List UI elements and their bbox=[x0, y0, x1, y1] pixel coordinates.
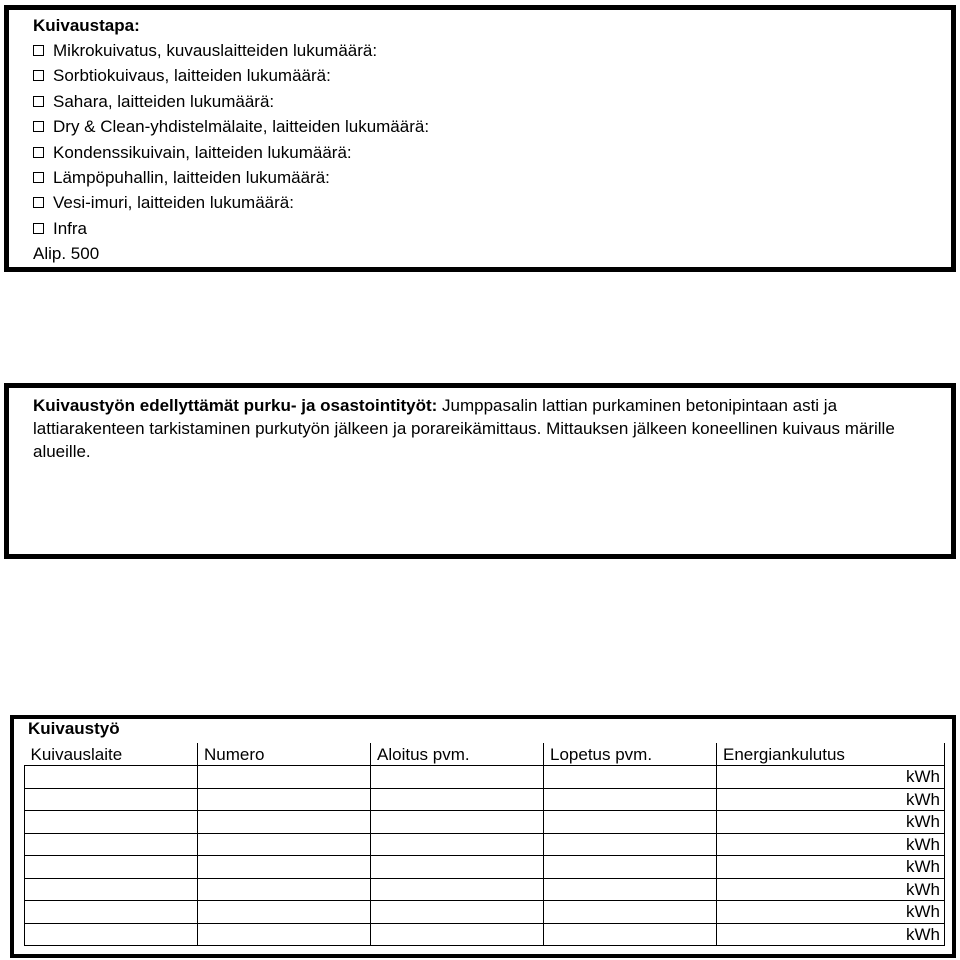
option-label: Sorbtiokuivaus, laitteiden lukumäärä: bbox=[53, 66, 331, 86]
option-row bbox=[33, 38, 927, 63]
cell[interactable] bbox=[25, 923, 198, 946]
column-header: Aloitus pvm. bbox=[371, 743, 544, 766]
energy-cell[interactable]: kWh bbox=[717, 856, 945, 879]
option-label: Lämpöpuhallin, laitteiden lukumäärä: bbox=[53, 168, 330, 188]
cell[interactable] bbox=[371, 766, 544, 789]
cell[interactable] bbox=[544, 811, 717, 834]
checkbox[interactable] bbox=[33, 223, 44, 234]
cell[interactable] bbox=[371, 923, 544, 946]
cell[interactable] bbox=[371, 901, 544, 924]
energy-cell[interactable]: kWh bbox=[717, 901, 945, 924]
option-label: Mikrokuivatus, kuvauslaitteiden lukumäärä: bbox=[53, 41, 378, 60]
cell[interactable] bbox=[544, 923, 717, 946]
demolition-label: Kuivaustyön edellyttämät purku- ja osastointityöt: bbox=[33, 396, 438, 415]
energy-cell[interactable]: kWh bbox=[717, 878, 945, 901]
checkbox[interactable] bbox=[33, 121, 44, 132]
cell[interactable] bbox=[198, 901, 371, 924]
option-row bbox=[33, 190, 927, 215]
checkbox[interactable] bbox=[33, 70, 44, 81]
drying-method-section bbox=[4, 5, 956, 272]
cell[interactable] bbox=[198, 833, 371, 856]
checkbox[interactable] bbox=[33, 197, 44, 208]
cell[interactable] bbox=[544, 856, 717, 879]
energy-cell[interactable]: kWh bbox=[717, 811, 945, 834]
energy-cell[interactable]: kWh bbox=[717, 923, 945, 946]
cell[interactable] bbox=[198, 878, 371, 901]
cell[interactable] bbox=[198, 856, 371, 879]
option-label: Sahara, laitteiden lukumäärä: bbox=[53, 91, 275, 111]
cell[interactable] bbox=[25, 811, 198, 834]
table-row bbox=[25, 833, 945, 856]
cell[interactable] bbox=[544, 878, 717, 901]
cell[interactable] bbox=[371, 878, 544, 901]
column-header: Numero bbox=[198, 743, 371, 766]
option-row bbox=[33, 114, 927, 139]
energy-cell[interactable]: kWh bbox=[717, 833, 945, 856]
option-row bbox=[33, 216, 927, 241]
option-label: Vesi-imuri, laitteiden lukumäärä: bbox=[53, 193, 294, 213]
table-row bbox=[25, 878, 945, 901]
checkbox[interactable] bbox=[33, 45, 44, 56]
table-row bbox=[25, 788, 945, 811]
energy-cell[interactable]: kWh bbox=[717, 788, 945, 811]
cell[interactable] bbox=[25, 766, 198, 789]
cell[interactable] bbox=[371, 811, 544, 834]
table-row bbox=[25, 811, 945, 834]
cell[interactable] bbox=[25, 856, 198, 879]
cell[interactable] bbox=[198, 766, 371, 789]
option-label: Dry & Clean-yhdistelmälaite, laitteiden lukumäärä: bbox=[53, 117, 430, 137]
cell[interactable] bbox=[371, 856, 544, 879]
column-header: Lopetus pvm. bbox=[544, 743, 717, 766]
demolition-section bbox=[4, 383, 956, 559]
table-row bbox=[25, 766, 945, 789]
drying-work-section bbox=[10, 715, 956, 958]
section-title: Kuivaustapa: bbox=[33, 16, 140, 35]
checkbox[interactable] bbox=[33, 96, 44, 107]
cell[interactable] bbox=[544, 833, 717, 856]
drying-work-table bbox=[24, 743, 945, 946]
option-row bbox=[33, 63, 927, 88]
table-row bbox=[25, 923, 945, 946]
column-header: Kuivauslaite bbox=[25, 743, 198, 766]
cell[interactable] bbox=[544, 766, 717, 789]
table-row bbox=[25, 856, 945, 879]
cell[interactable] bbox=[25, 901, 198, 924]
cell[interactable] bbox=[198, 811, 371, 834]
demolition-paragraph bbox=[33, 394, 927, 463]
section-title: Kuivaustyö bbox=[28, 719, 120, 738]
cell[interactable] bbox=[198, 788, 371, 811]
cell[interactable] bbox=[371, 833, 544, 856]
cell[interactable] bbox=[25, 878, 198, 901]
cell[interactable] bbox=[544, 901, 717, 924]
cell[interactable] bbox=[25, 833, 198, 856]
cell[interactable] bbox=[198, 923, 371, 946]
option-row bbox=[33, 140, 927, 165]
cell[interactable] bbox=[544, 788, 717, 811]
demolition-text: Jumppasalin lattian purkaminen betonipintaan asti ja lattiarakenteen tarkistaminen purkutyön jälkeen ja porareikämittaus. Mittauksen jälkeen koneellinen kuivaus märille alueille. bbox=[33, 396, 895, 461]
cell[interactable] bbox=[25, 788, 198, 811]
table-row bbox=[25, 901, 945, 924]
option-row bbox=[33, 165, 927, 190]
checkbox[interactable] bbox=[33, 147, 44, 158]
option-label: Kondenssikuivain, laitteiden lukumäärä: bbox=[53, 142, 352, 162]
option-label: Infra bbox=[53, 218, 88, 238]
energy-cell[interactable]: kWh bbox=[717, 766, 945, 789]
note-text: Alip. 500 bbox=[33, 244, 100, 264]
cell[interactable] bbox=[371, 788, 544, 811]
checkbox[interactable] bbox=[33, 172, 44, 183]
option-row bbox=[33, 89, 927, 114]
column-header: Energiankulutus bbox=[717, 743, 945, 766]
table-header-row bbox=[25, 743, 945, 766]
